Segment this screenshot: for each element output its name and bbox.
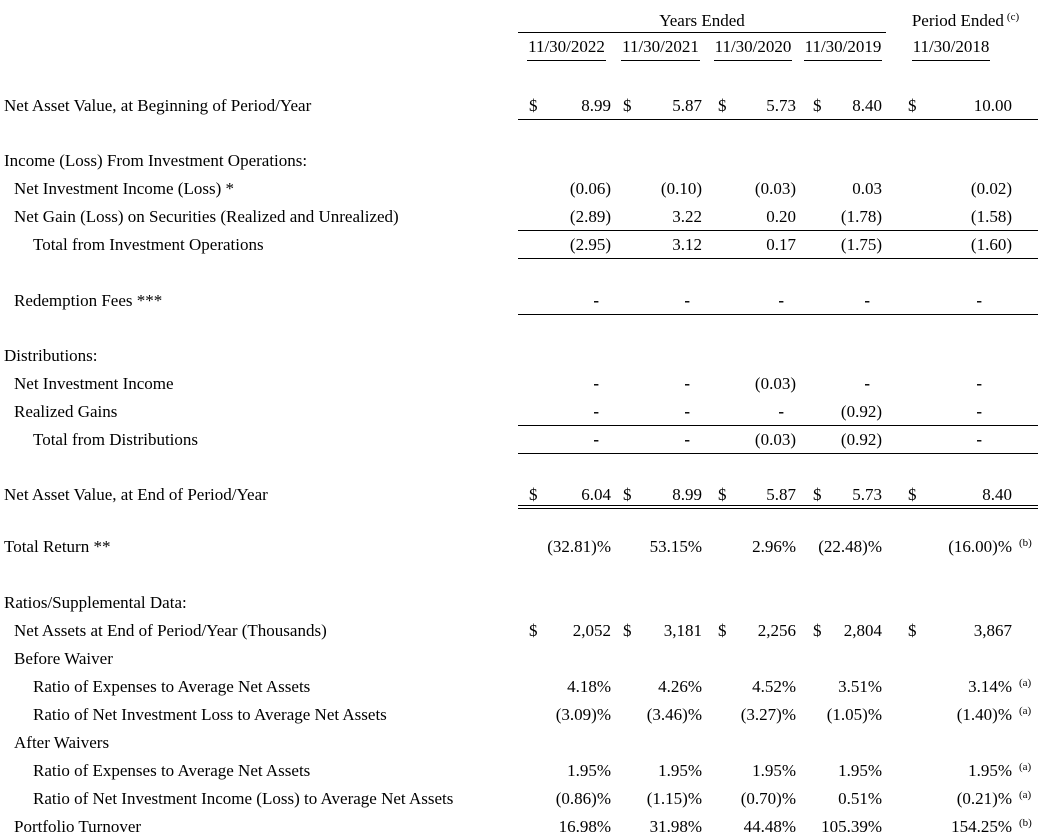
cell-value <box>518 645 615 673</box>
value-text: 5.87 <box>766 485 796 504</box>
footnote-marker-empty <box>1016 287 1038 314</box>
cell-value <box>615 589 706 617</box>
cell-value <box>706 813 800 838</box>
cell-value <box>518 673 615 701</box>
cell-value <box>886 426 1016 453</box>
value-text: (2.89) <box>569 207 611 226</box>
row-label: Redemption Fees *** <box>14 291 163 310</box>
table-row <box>0 785 1045 813</box>
value-text: 8.40 <box>982 485 1012 504</box>
value-text: 4.26% <box>658 677 702 696</box>
value-text: - <box>684 430 690 449</box>
cell-value <box>518 757 615 785</box>
column-header-date-1: 11/30/2022 <box>518 36 615 63</box>
table-row <box>0 231 1045 259</box>
row-values <box>518 370 1038 398</box>
value-text: - <box>864 291 870 310</box>
cell-value <box>518 175 615 203</box>
dollar-sign: $ <box>529 96 538 115</box>
footnote-marker-empty <box>1016 729 1038 757</box>
cell-value <box>800 701 886 729</box>
value-text: - <box>684 374 690 393</box>
dollar-sign: $ <box>718 621 727 640</box>
footnote-marker: (a) <box>1019 705 1032 717</box>
cell-value <box>518 370 615 398</box>
value-text: (2.95) <box>569 235 611 254</box>
row-values <box>518 673 1038 701</box>
row-values <box>518 533 1038 561</box>
value-text: (1.75) <box>840 235 882 254</box>
cell-value <box>886 231 1016 258</box>
dollar-sign: $ <box>718 485 727 504</box>
cell-value <box>615 533 706 561</box>
row-label: Net Investment Income (Loss) * <box>14 179 234 198</box>
period-ended-label: Period Ended <box>911 11 1004 30</box>
value-text: (0.03) <box>754 430 796 449</box>
cell-value <box>886 701 1016 729</box>
value-text: (16.00)% <box>948 537 1012 556</box>
value-text: (3.09)% <box>555 705 611 724</box>
cell-value <box>800 92 886 119</box>
table-row <box>0 175 1045 203</box>
dollar-sign: $ <box>623 96 632 115</box>
cell-value <box>518 617 615 645</box>
cell-value <box>518 287 615 314</box>
row-values <box>518 147 1038 175</box>
table-row <box>0 673 1045 701</box>
cell-value <box>886 729 1016 757</box>
cell-value <box>615 701 706 729</box>
footnote-marker-empty <box>1016 617 1038 645</box>
footnote-marker-empty <box>1016 589 1038 617</box>
footnote-marker: (a) <box>1019 789 1032 801</box>
cell-value <box>615 342 706 370</box>
footnote-marker: (a) <box>1019 761 1032 773</box>
cell-value <box>615 729 706 757</box>
value-text: (1.60) <box>970 235 1012 254</box>
value-text: (0.10) <box>660 179 702 198</box>
cell-value <box>518 426 615 453</box>
value-text: (0.70)% <box>740 789 796 808</box>
cell-value <box>615 370 706 398</box>
cell-value <box>706 92 800 119</box>
value-text: (3.27)% <box>740 705 796 724</box>
cell-value <box>706 203 800 230</box>
value-text: 44.48% <box>743 817 796 836</box>
cell-value <box>886 813 1016 838</box>
column-header-date-5: 11/30/2018 <box>886 36 1016 63</box>
table-row <box>0 589 1045 617</box>
dollar-sign: $ <box>908 621 917 640</box>
row-values <box>518 426 1038 454</box>
cell-value <box>706 370 800 398</box>
table-row <box>0 729 1045 757</box>
cell-value <box>706 426 800 453</box>
cell-value <box>800 617 886 645</box>
column-header-date-4: 11/30/2019 <box>800 36 886 63</box>
value-text: 3.51% <box>838 677 882 696</box>
row-values <box>518 729 1038 757</box>
cell-value <box>800 175 886 203</box>
value-text: 0.17 <box>766 235 796 254</box>
value-text: - <box>976 374 982 393</box>
cell-value <box>886 370 1016 398</box>
cell-value <box>886 147 1016 175</box>
footnote-marker-empty <box>1016 426 1038 453</box>
footnote-marker: (b) <box>1019 537 1032 549</box>
cell-value <box>800 481 886 505</box>
row-label: Ratios/Supplemental Data: <box>4 593 187 612</box>
cell-value <box>800 785 886 813</box>
value-text: 53.15% <box>649 537 702 556</box>
value-text: 1.95% <box>658 761 702 780</box>
value-text: (32.81)% <box>547 537 611 556</box>
cell-value <box>518 231 615 258</box>
cell-value <box>615 231 706 258</box>
table-row <box>0 757 1045 785</box>
cell-value <box>518 729 615 757</box>
table-row <box>0 342 1045 370</box>
table-row <box>0 92 1045 120</box>
cell-value <box>886 398 1016 425</box>
cell-value <box>706 785 800 813</box>
table-body <box>0 92 1045 838</box>
cell-value <box>518 398 615 425</box>
cell-value <box>886 481 1016 505</box>
row-values <box>518 92 1038 120</box>
cell-value <box>800 231 886 258</box>
footnote-marker: (b) <box>1019 817 1032 829</box>
value-text: (3.46)% <box>646 705 702 724</box>
value-text: 154.25% <box>951 817 1012 836</box>
row-values <box>518 231 1038 259</box>
cell-value <box>800 203 886 230</box>
years-ended-header <box>518 8 886 33</box>
value-text: 31.98% <box>649 817 702 836</box>
value-text: (1.15)% <box>646 789 702 808</box>
cell-value <box>800 645 886 673</box>
value-text: 105.39% <box>821 817 882 836</box>
cell-value <box>706 617 800 645</box>
cell-value <box>706 589 800 617</box>
table-row <box>0 617 1045 645</box>
cell-value <box>800 287 886 314</box>
row-values <box>518 175 1038 203</box>
cell-value <box>518 342 615 370</box>
cell-value <box>800 729 886 757</box>
value-text: 2.96% <box>752 537 796 556</box>
value-text: 2,804 <box>843 621 882 640</box>
cell-value <box>615 398 706 425</box>
cell-value <box>886 203 1016 230</box>
row-label: Portfolio Turnover <box>14 817 142 836</box>
cell-value <box>615 481 706 505</box>
value-text: - <box>976 402 982 421</box>
value-text: 1.95% <box>567 761 611 780</box>
cell-value <box>615 175 706 203</box>
dollar-sign: $ <box>908 96 917 115</box>
header-label-spacer <box>0 8 518 33</box>
row-values <box>518 481 1038 509</box>
value-text: (0.03) <box>754 374 796 393</box>
row-label: Total from Distributions <box>33 430 199 449</box>
cell-value <box>800 757 886 785</box>
table-row <box>0 370 1045 398</box>
value-text: 2,256 <box>757 621 796 640</box>
cell-value <box>706 701 800 729</box>
value-text: 3.22 <box>672 207 702 226</box>
cell-value <box>615 92 706 119</box>
cell-value <box>518 813 615 838</box>
table-row <box>0 481 1045 509</box>
column-header-date-3: 11/30/2020 <box>706 36 800 63</box>
cell-value <box>886 785 1016 813</box>
cell-value <box>886 92 1016 119</box>
table-row <box>0 533 1045 561</box>
value-text: - <box>976 291 982 310</box>
cell-value <box>615 813 706 838</box>
value-text: - <box>593 291 599 310</box>
cell-value <box>886 673 1016 701</box>
table-header-row-2 <box>0 36 1045 63</box>
cell-value <box>886 342 1016 370</box>
value-text: 6.04 <box>581 485 611 504</box>
cell-value <box>886 533 1016 561</box>
row-label: Income (Loss) From Investment Operations: <box>4 151 308 170</box>
row-values <box>518 342 1038 370</box>
cell-value <box>518 785 615 813</box>
cell-value <box>706 147 800 175</box>
cell-value <box>886 645 1016 673</box>
cell-value <box>518 533 615 561</box>
table-row <box>0 287 1045 315</box>
cell-value <box>886 757 1016 785</box>
cell-value <box>706 398 800 425</box>
period-ended-header <box>886 8 1045 33</box>
cell-value <box>800 673 886 701</box>
row-label: Ratio of Net Investment Income (Loss) to Average Net Assets <box>33 789 454 808</box>
footnote-marker-empty <box>1016 370 1038 398</box>
value-text: 0.20 <box>766 207 796 226</box>
value-text: - <box>684 291 690 310</box>
cell-value <box>615 147 706 175</box>
cell-value <box>706 757 800 785</box>
footnote-marker-empty <box>1016 645 1038 673</box>
cell-value <box>706 342 800 370</box>
value-text: - <box>684 402 690 421</box>
value-text: 4.52% <box>752 677 796 696</box>
cell-value <box>518 481 615 505</box>
row-label: Realized Gains <box>14 402 118 421</box>
row-values <box>518 813 1038 838</box>
value-text: (0.92) <box>840 430 882 449</box>
dollar-sign: $ <box>529 485 538 504</box>
footnote-marker: (a) <box>1019 677 1032 689</box>
row-label: Ratio of Expenses to Average Net Assets <box>33 677 311 696</box>
value-text: 1.95% <box>838 761 882 780</box>
row-values <box>518 589 1038 617</box>
value-text: 0.51% <box>838 789 882 808</box>
cell-value <box>706 645 800 673</box>
value-text: - <box>778 402 784 421</box>
cell-value <box>800 533 886 561</box>
footnote-marker-c: (c) <box>1006 11 1020 23</box>
value-text: (0.92) <box>840 402 882 421</box>
value-text: - <box>593 374 599 393</box>
value-text: (0.86)% <box>555 789 611 808</box>
value-text: 0.03 <box>852 179 882 198</box>
value-text: 16.98% <box>558 817 611 836</box>
value-text: 8.99 <box>672 485 702 504</box>
row-values <box>518 701 1038 729</box>
cell-value <box>800 370 886 398</box>
value-text: (22.48)% <box>818 537 882 556</box>
cell-value <box>706 673 800 701</box>
value-text: 4.18% <box>567 677 611 696</box>
value-text: - <box>778 291 784 310</box>
dollar-sign: $ <box>813 96 822 115</box>
row-label: Net Assets at End of Period/Year (Thousands) <box>14 621 327 640</box>
value-text: 8.40 <box>852 96 882 115</box>
value-text: 1.95% <box>968 761 1012 780</box>
cell-value <box>518 701 615 729</box>
cell-value <box>615 645 706 673</box>
row-label: Net Investment Income <box>14 374 174 393</box>
value-text: 3.12 <box>672 235 702 254</box>
value-text: 8.99 <box>581 96 611 115</box>
row-values <box>518 287 1038 315</box>
row-label: Ratio of Net Investment Loss to Average Net Assets <box>33 705 387 724</box>
value-text: (0.21)% <box>956 789 1012 808</box>
value-text: (1.78) <box>840 207 882 226</box>
cell-value <box>706 231 800 258</box>
dollar-sign: $ <box>623 621 632 640</box>
row-label: Net Asset Value, at Beginning of Period/Year <box>4 96 312 115</box>
value-text: 3.14% <box>968 677 1012 696</box>
dollar-sign: $ <box>813 621 822 640</box>
value-text: - <box>864 374 870 393</box>
cell-value <box>886 589 1016 617</box>
cell-value <box>800 147 886 175</box>
cell-value <box>615 426 706 453</box>
cell-value <box>886 617 1016 645</box>
row-label: Net Gain (Loss) on Securities (Realized and Unrealized) <box>14 207 399 226</box>
cell-value <box>800 813 886 838</box>
value-text: 5.73 <box>766 96 796 115</box>
footnote-marker-empty <box>1016 147 1038 175</box>
table-row <box>0 813 1045 838</box>
table-row <box>0 203 1045 231</box>
footnote-marker-empty <box>1016 175 1038 203</box>
row-label: Total from Investment Operations <box>33 235 264 254</box>
row-label: Ratio of Expenses to Average Net Assets <box>33 761 311 780</box>
value-text: (1.05)% <box>826 705 882 724</box>
value-text: 3,867 <box>973 621 1012 640</box>
footnote-marker-empty <box>1016 231 1038 258</box>
dollar-sign: $ <box>718 96 727 115</box>
cell-value <box>800 426 886 453</box>
value-text: - <box>593 402 599 421</box>
row-values <box>518 398 1038 426</box>
cell-value <box>800 589 886 617</box>
footnote-marker-empty <box>1016 481 1038 505</box>
cell-value <box>518 203 615 230</box>
table-row <box>0 701 1045 729</box>
row-values <box>518 617 1038 645</box>
value-text: (1.40)% <box>956 705 1012 724</box>
cell-value <box>706 175 800 203</box>
header-label-spacer <box>0 36 518 63</box>
footnote-marker-empty <box>1016 342 1038 370</box>
row-values <box>518 785 1038 813</box>
row-label: Before Waiver <box>14 649 113 668</box>
cell-value <box>706 533 800 561</box>
cell-value <box>886 287 1016 314</box>
cell-value <box>706 729 800 757</box>
table-row <box>0 398 1045 426</box>
cell-value <box>615 757 706 785</box>
row-label: Total Return ** <box>4 537 111 556</box>
value-text: - <box>976 430 982 449</box>
row-values <box>518 203 1038 231</box>
dollar-sign: $ <box>529 621 538 640</box>
row-values <box>518 645 1038 673</box>
value-text: 3,181 <box>663 621 702 640</box>
cell-value <box>615 203 706 230</box>
cell-value <box>800 398 886 425</box>
value-text: 2,052 <box>572 621 611 640</box>
value-text: (0.02) <box>970 179 1012 198</box>
cell-value <box>706 481 800 505</box>
row-label: After Waivers <box>14 733 110 752</box>
value-text: - <box>593 430 599 449</box>
value-text: (1.58) <box>970 207 1012 226</box>
cell-value <box>800 342 886 370</box>
cell-value <box>615 617 706 645</box>
cell-value <box>706 287 800 314</box>
dollar-sign: $ <box>908 485 917 504</box>
cell-value <box>615 673 706 701</box>
table-header-row-1 <box>0 8 1045 33</box>
cell-value <box>518 147 615 175</box>
footnote-marker-empty <box>1016 203 1038 230</box>
cell-value <box>518 92 615 119</box>
cell-value <box>886 175 1016 203</box>
value-text: (0.03) <box>754 179 796 198</box>
dollar-sign: $ <box>623 485 632 504</box>
value-text: 5.87 <box>672 96 702 115</box>
table-row <box>0 147 1045 175</box>
cell-value <box>615 785 706 813</box>
column-header-date-2: 11/30/2021 <box>615 36 706 63</box>
footnote-marker-empty <box>1016 92 1038 119</box>
dollar-sign: $ <box>813 485 822 504</box>
table-row <box>0 426 1045 454</box>
cell-value <box>615 287 706 314</box>
row-label: Distributions: <box>4 346 98 365</box>
table-row <box>0 645 1045 673</box>
value-text: 10.00 <box>973 96 1012 115</box>
row-values <box>518 757 1038 785</box>
value-text: 5.73 <box>852 485 882 504</box>
value-text: 1.95% <box>752 761 796 780</box>
years-ended-label: Years Ended <box>659 11 745 30</box>
footnote-marker-empty <box>1016 398 1038 425</box>
cell-value <box>518 589 615 617</box>
value-text: (0.06) <box>569 179 611 198</box>
row-label: Net Asset Value, at End of Period/Year <box>4 485 268 504</box>
